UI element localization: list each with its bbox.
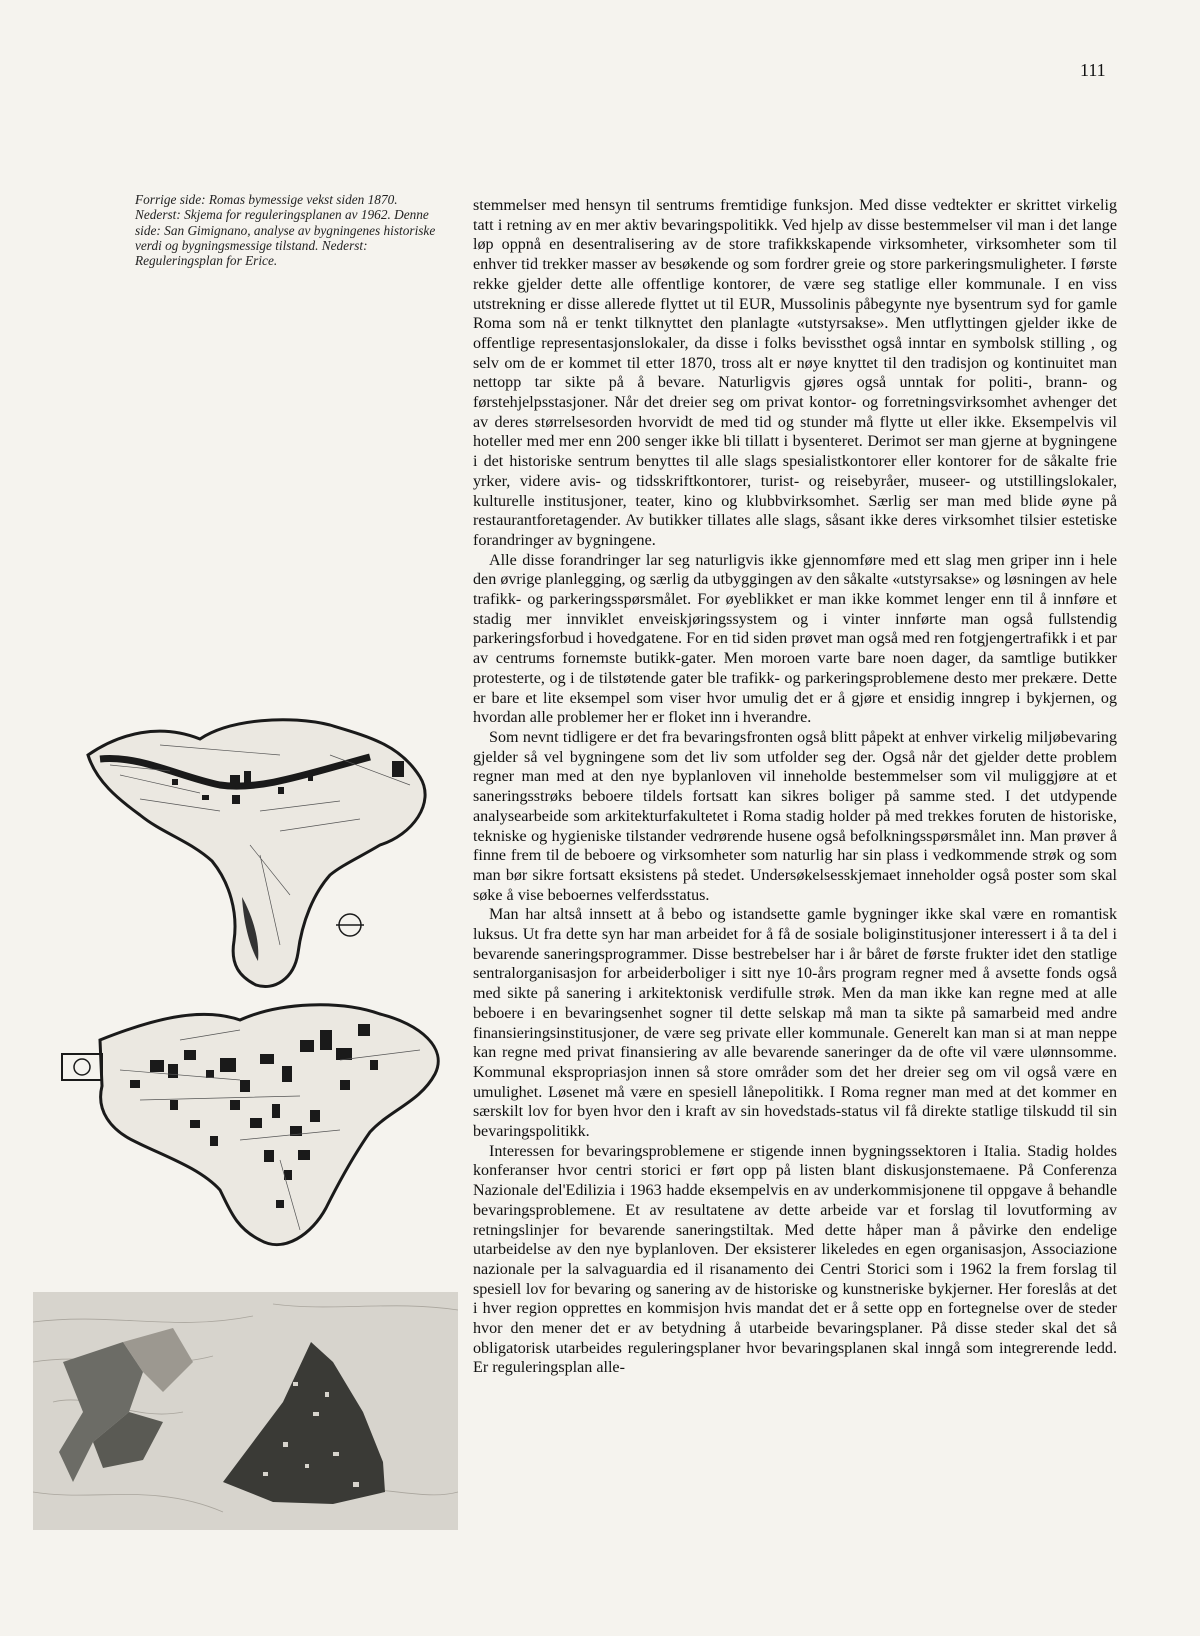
paragraph: Alle disse forandringer lar seg naturligvis ikke gjennomføre med ett slag men griper inn i hele den øvrige planlegging, og særlig da utbyggingen av den såkalte «utstyrsakse» og løsningen av hele trafikk- og parkeringsspørsmålet. For øyeblikket er man ikke kommet lenger enn til å innføre et stadig mer innviklet enveiskjøringssystem og i vinter innførte man også fullstendig parkeringsforbud i hovedgatene. For en tid siden prøvet man også med ren fotgjengertrafikk i et par av centrums fornemste butikk-gater. Men moroen varte bare noen dager, da samtlige butikker protesterte, og i de tilstøtende gater ble trafikk- og parkeringsproblemene desto mer prekære. Dette er bare et lite eksempel som viser hvor umulig det er å gjøre et ensidig inngrep i bykjernen, og hvordan alle problemer her er floket inn i hverandre. (473, 551, 1117, 727)
article-body (473, 196, 1117, 1378)
paragraph: Som nevnt tidligere er det fra bevaringsfronten også blitt påpekt at enhver virkelig miljøbevaring gjelder så vel bygningene som det liv som utfolder seg der. Også når det gjelder dette problem regner man med at den nye byplanloven vil inneholde bestemmelser som vil muliggjøre at et saneringsstrøks beboere tildels fortsatt kan sikres boliger på samme sted. I det utdypende analysearbeide som arkitekturfakultetet i Roma stadig holder på med trekkes foruten de historiske, tekniske og hygieniske tilstander vedrørende husene også befolkningsspørsmålet inn. Man prøver å finne frem til de beboere og virksomheter som naturlig har sin plass i vedkommende strøk og som man bør sikre fortsatt eksistens på stedet. Undersøkelsesskjemaet inneholder også poster som skal søke å vise beboernes velferdsstatus. (473, 728, 1117, 904)
san-gimignano-analysis-plan (80, 715, 450, 995)
erice-regulation-plan (33, 1292, 458, 1530)
figure-caption: Forrige side: Romas bymessige vekst siden 1870. Nederst: Skjema for reguleringsplanen av 1962. Denne side: San Gimignano, analyse av bygningenes historiske verdi og bygningsmessige tilstand. Nederst: Reguleringsplan for Erice. (135, 192, 436, 269)
san-gimignano-condition-plan (40, 1000, 460, 1265)
paragraph: stemmelser med hensyn til sentrums fremtidige funksjon. Med disse vedtekter er skrittet virkelig tatt i retning av en mer aktiv bevaringspolitikk. Ved hjelp av disse bestemmelser vil man i det lange løp oppnå en desentralisering av de store trafikkskapende virksomheter, virksomheter som til enhver tid trekker masser av besøkende og som fordrer greie og store parkeringsmuligheter. I første rekke gjelder dette alle offentlige kontorer, de være seg statlige eller kommunale. I en viss utstrekning er disse allerede flyttet ut til EUR, Mussolinis påbegynte nye bysentrum syd for gamle Roma som nå er tenkt tilknyttet den planlagte «utstyrsakse». Men utflyttingen gjelder ikke de offentlige representasjonslokaler, da disse i folks bevissthet også inntar en symbolsk stilling , og selv om de er kommet til etter 1870, tross alt er nøye knyttet til den tradisjon og kontinuitet man nettopp tar sikte på å bevare. Naturligvis gjøres også unntak for politi-, brann- og førstehjelpsstasjoner. Når det dreier seg om privat kontor- og forretningsvirksomhet avhenger det av deres størrelsesorden hvorvidt de med tid og stunder må flytte ut eller ikke. Eksempelvis vil hoteller med mer enn 200 senger ikke bli tillatt i bysenteret. Derimot ser man gjerne at bygningene i det historiske sentrum benyttes til alle slags spesialistkontorer eller kontorer for de såkalte frie yrker, videre avis- og tidsskriftkontorer, turist- og reisebyråer, museer- og utstillingslokaler, kulturelle institusjoner, teater, kino og klubbvirksomhet. Særlig ser man med blide øyne på restaurantforetagender. Av butikker tillates alle slags, såsant ikke deres virksomhet tilsier estetiske forandringer av bygningene. (473, 197, 1117, 549)
page-number: 111 (1080, 60, 1106, 80)
paragraph: Interessen for bevaringsproblemene er stigende innen bygningssektoren i Italia. Stadig holdes konferanser hvor centri storici er ført opp på listen blant diskusjonstemaene. På Conferenza Nazionale del'Edilizia i 1963 hadde eksempelvis en av underkommisjonene til oppgave å behandle bevaringsproblemene. Et av resultatene av dette arbeide var et forslag til lovutforming av retningslinjer for bevarende saneringstiltak. Med dette håper man å påvirke den endelige utarbeidelse av den nye byplanloven. Der eksisterer likeledes en egen organisasjon, Associazione nazionale per la salvaguardia ed il risanamento dei Centri Storici som i 1962 la frem forslag til spesiell lov for bevaring og sanering av de historiske og kunstneriske bykjerner. Her foreslås at det i hver region opprettes en kommisjon hvis mandat det er å sette opp en fortegnelse over de steder hvor den mener det er av betydning å utarbeide bevaringsplaner. På disse steder skal det så obligatorisk utarbeides reguleringsplaner hvor bevaringsplanen skal inngå som integrerende ledd. Er reguleringsplan alle- (473, 1142, 1117, 1377)
paragraph: Man har altså innsett at å bebo og istandsette gamle bygninger ikke skal være en romantisk luksus. Ut fra dette syn har man arbeidet for å få de sosiale boliginstitusjoner interessert i å ta del i bevarende saneringsprogrammer. Disse bestrebelser har i år båret de første frukter idet den statlige sentralorganisasjon for arbeiderboliger i sitt nye 10-års program regner med å avsette fonds også med sikte på sanering i arkitektonisk verdifulle strøk. Men da man ikke kan regne med at alle beboere i en bevaringsenhet sogner til dette selskap må man ta sikte på samarbeid med andre finansieringsinstitusjoner, de være seg private eller kommunale. Generelt kan man si at man neppe kan regne med privat finansiering av alle bevarende saneringer da de ofte vil være ulønnsomme. Kommunal ekspropriasjon innen så store områder som det her dreier seg om vil også være en umulighet. Løsenet må være en spesiell lånepolitikk. I Roma regner man med at det kommer en særskilt lov for byen hvor den i kraft av sin hovedstads-status vil få direkte statlige tilskudd til sin bevaringspolitikk. (473, 906, 1117, 1141)
